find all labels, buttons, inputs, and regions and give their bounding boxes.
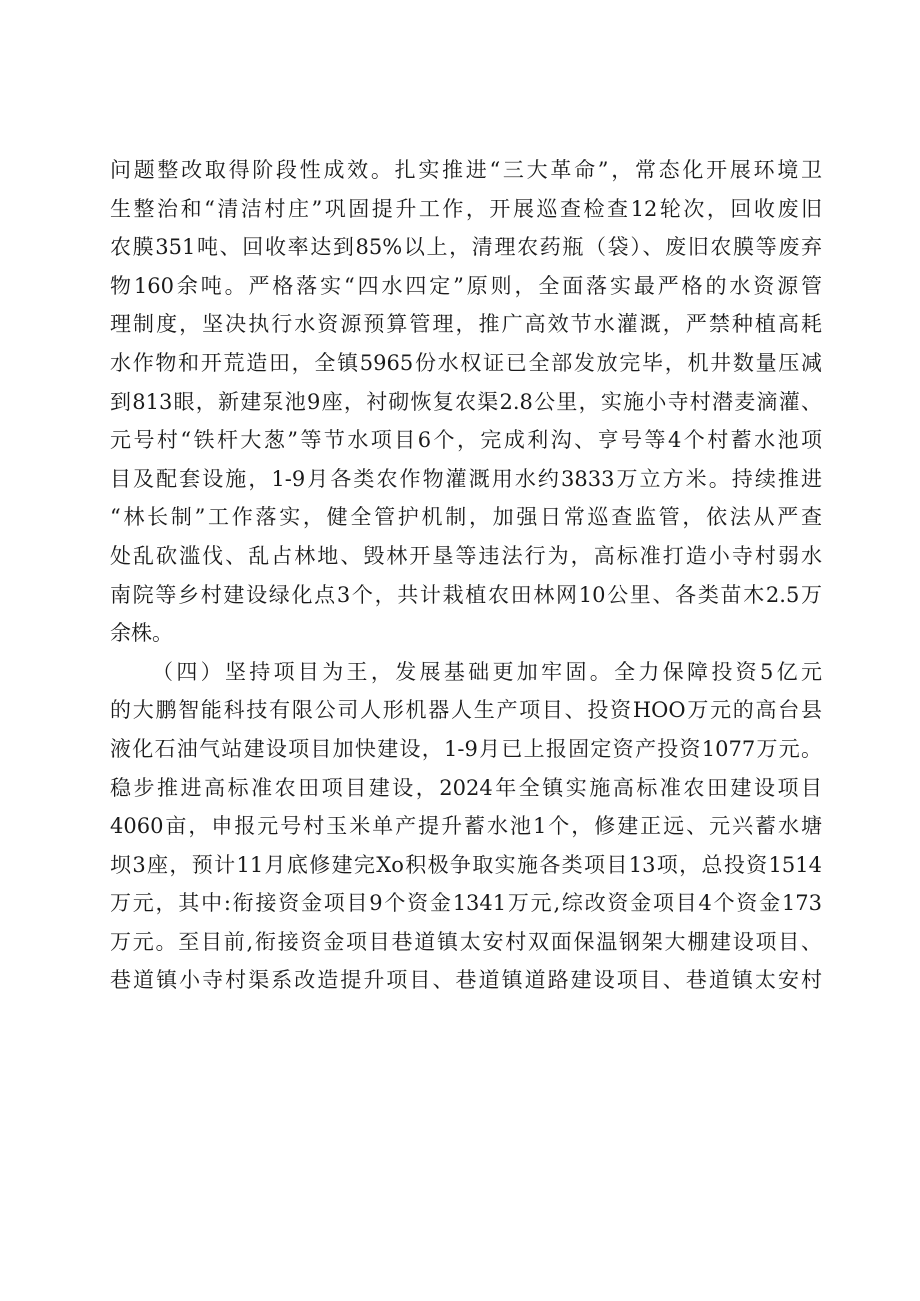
paragraph-end-line: 余株。 [110, 621, 173, 646]
document-body [110, 151, 822, 1000]
text-line: 的大鹏智能科技有限公司人形机器人生产项目、投资HOO万元的高台县 [110, 698, 822, 723]
text-line: 坝3座，预计11月底修建完Xo积极争取实施各类项目13项，总投资1514 [110, 852, 822, 877]
text-line: “林长制”工作落实，健全管护机制，加强日常巡查监管，依法从严查 [110, 505, 822, 530]
text-line: 稳步推进高标准农田项目建设，2024年全镇实施高标准农田建设项目 [110, 775, 822, 800]
text-line: 液化石油气站建设项目加快建设，1-9月已上报固定资产投资1077万元。 [110, 736, 822, 761]
text-line: 生整治和“清洁村庄”巩固提升工作，开展巡查检查12轮次，回收废旧 [110, 196, 822, 221]
text-line: 万元。至目前,衔接资金项目巷道镇太安村双面保温钢架大棚建设项目、 [110, 929, 822, 954]
text-line: 理制度，坚决执行水资源预算管理，推广高效节水灌溉，严禁种植高耗 [110, 312, 822, 337]
text-line: 元号村“铁杆大葱”等节水项目6个，完成利沟、亨号等4个村蓄水池项 [110, 428, 822, 453]
text-line: 农膜351吨、回收率达到85%以上，清理农药瓶（袋）、废旧农膜等废弃 [110, 235, 822, 260]
text-line: 4060亩，申报元号村玉米单产提升蓄水池1个，修建正远、元兴蓄水塘 [110, 814, 822, 839]
text-line: 到813眼，新建泵池9座，衬砌恢复农渠2.8公里，实施小寺村潜麦滴灌、 [110, 389, 822, 414]
text-line: 万元，其中:衔接资金项目9个资金1341万元,综改资金项目4个资金173 [110, 891, 822, 916]
text-line: 南院等乡村建设绿化点3个，共计栽植农田林网10公里、各类苗木2.5万 [110, 582, 822, 607]
text-line: 问题整改取得阶段性成效。扎实推进“三大革命”，常态化开展环境卫 [110, 158, 822, 182]
text-line: 处乱砍滥伐、乱占林地、毁林开垦等违法行为，高标准打造小寺村弱水 [110, 543, 822, 568]
text-line: 巷道镇小寺村渠系改造提升项目、巷道镇道路建设项目、巷道镇太安村 [110, 968, 822, 993]
section-heading-line: （四）坚持项目为王，发展基础更加牢固。全力保障投资5亿元 [152, 659, 822, 684]
text-line: 目及配套设施，1-9月各类农作物灌溉用水约3833万立方米。持续推进 [110, 466, 822, 491]
text-line: 水作物和开荒造田，全镇5965份水权证已全部发放完毕，机井数量压减 [110, 350, 822, 375]
text-line: 物160余吨。严格落实“四水四定”原则，全面落实最严格的水资源管 [110, 273, 822, 298]
